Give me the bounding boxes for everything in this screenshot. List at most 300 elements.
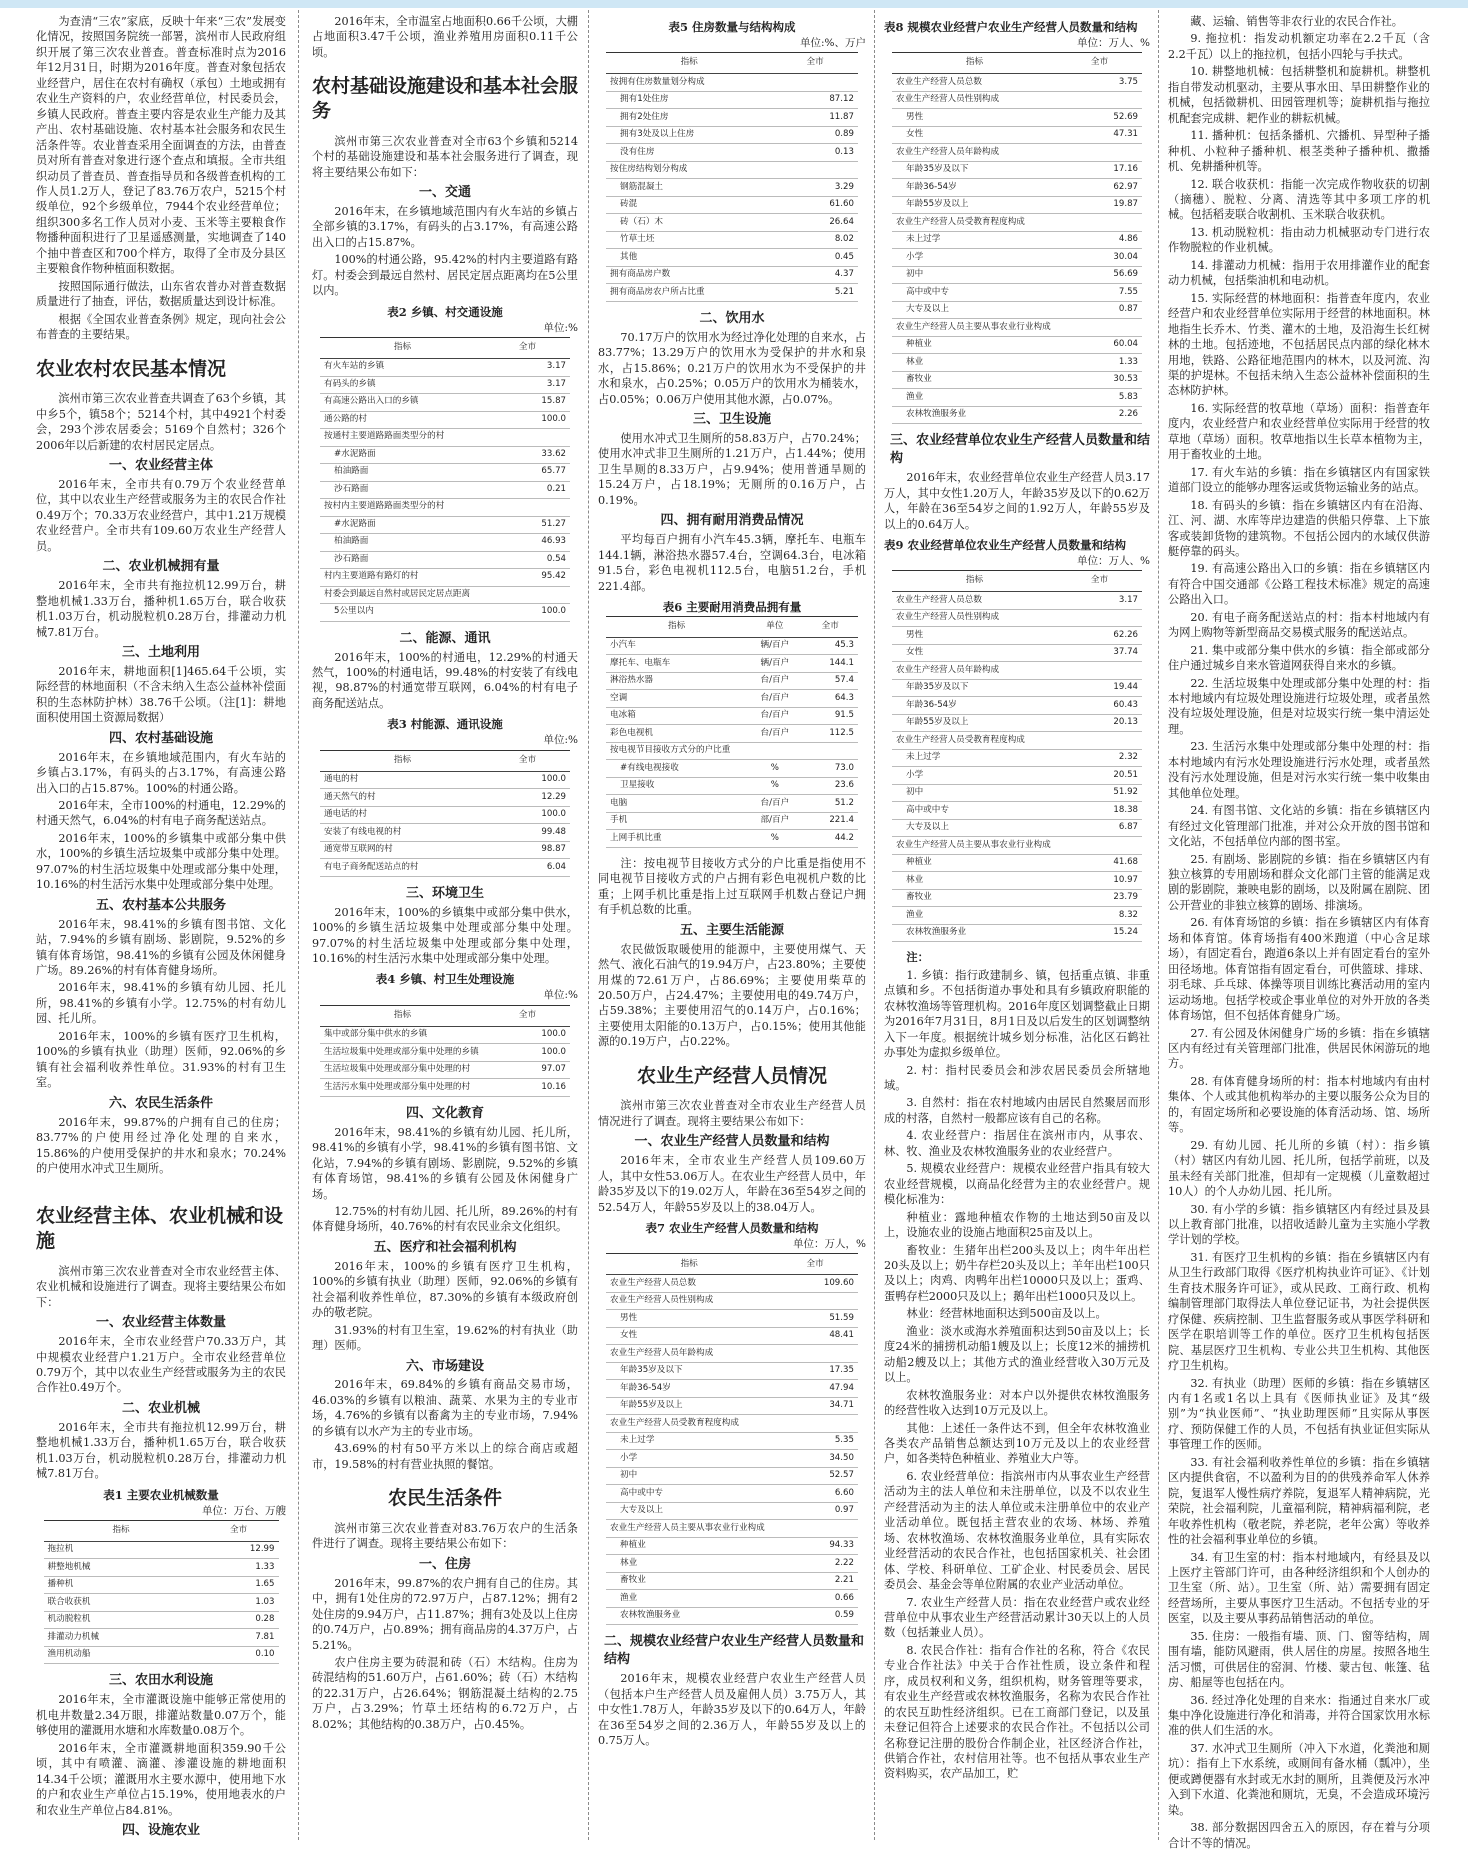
table-cell (1057, 144, 1142, 162)
table-header-cell: 全市 (772, 53, 858, 74)
table-cell: 村委会到最远自然村或居民定居点距离 (320, 586, 485, 604)
table-cell: 渔业 (892, 389, 1057, 407)
table-row (606, 179, 858, 197)
table-row (606, 760, 858, 778)
table-row (320, 771, 570, 789)
table-cell: 农林牧渔服务业 (892, 924, 1057, 942)
table-cell: 94.33 (772, 1537, 858, 1555)
table-row (892, 854, 1142, 872)
table-row (606, 109, 858, 127)
table-cell (1057, 214, 1142, 232)
table-cell: 23.79 (1057, 889, 1142, 907)
note-item: 26. 有体育场馆的乡镇：指在乡镇辖区内有体育场和体育馆。体育场指有400米跑道（中心含足球场），有固定看台，跑道6条以上并有固定看台的室外田径场地。体育馆指有固定看台，可供篮球、排球、羽毛球、乒乓球、体操等项目训练比赛活动用的室内运动场地。包括学校或企事业单位的对外开放的各类体育场馆，但不包括体育健身广场。 (1168, 916, 1430, 1023)
table-cell: 0.21 (485, 481, 570, 499)
table-cell: 100.0 (485, 1026, 570, 1044)
table-cell: 109.60 (772, 1275, 858, 1293)
table-cell: 0.66 (772, 1590, 858, 1608)
note-item: 35. 住房：一般指有墙、顶、门、窗等结构，周围有墙，能防风避雨，供人居住的房屋。按照各地生活习惯，可供居住的窑洞、竹楼、蒙古包、帐篷、毡房、船屋等也包括在内。 (1168, 1629, 1430, 1690)
table-row (320, 551, 570, 569)
table-row (320, 824, 570, 842)
table-cell: 年龄55岁及以上 (892, 196, 1057, 214)
table-header-cell: 单位 (747, 616, 802, 637)
table-caption: 表1 主要农业机械数量 (103, 1487, 219, 1502)
table-cell (1057, 837, 1142, 855)
note-item: 5. 规模农业经营户：规模农业经营户指具有较大农业经营规模，以商品化经营为主的农业经营户。规模化标准为： (884, 1162, 1150, 1207)
table-row (606, 1362, 858, 1380)
paragraph: 2016年末，98.41%的乡镇有幼儿园、托儿所，98.41%的乡镇有小学，98.41%的乡镇有图书馆、文化站，7.94%的乡镇有剧场、影剧院，9.52%的乡镇有体育场馆，98.41%的乡镇有公园及休闲健身广场。 (312, 1125, 578, 1201)
table-row (606, 1572, 858, 1590)
table-cell: 3.17 (485, 359, 570, 377)
table-cell: 30.04 (1057, 249, 1142, 267)
table-row (44, 1576, 279, 1594)
subsection-title: 三、农田水利设施 (108, 1673, 213, 1689)
table-cell: 98.87 (485, 841, 570, 859)
subsection-title: 一、农业经营主体 (108, 458, 213, 474)
subsection-title: 一、农业生产经营人员数量和结构 (634, 1134, 830, 1150)
paragraph: 31.93%的村有卫生室，19.62%的村有执业（助理）医师。 (312, 1323, 578, 1353)
table-cell: 7.55 (1057, 284, 1142, 302)
table-row (606, 795, 858, 813)
table-cell: 年龄55岁及以上 (606, 1397, 772, 1415)
table-cell: 按拥有住房数量划分构成 (606, 74, 772, 92)
table-cell: 34.71 (772, 1397, 858, 1415)
table-cell: 0.89 (772, 126, 858, 144)
note-item: 29. 有幼儿园、托儿所的乡镇（村）：指乡镇（村）辖区内有幼儿园、托儿所，包括学前班，以及虽未经有关部门批准，但却有一定规模（儿童数超过10人）的个人办幼儿园、托儿所。 (1168, 1138, 1430, 1199)
table-cell: 砖混 (606, 196, 772, 214)
table-cell: 农业生产经营人员年龄构成 (606, 1345, 772, 1363)
table-cell: 2.22 (772, 1555, 858, 1573)
paragraph: 滨州市第三次农业普查对全市63个乡镇和5214个村的基础设施建设和基本社会服务进行了调查，现将主要结果公布如下： (312, 134, 578, 179)
table-row (606, 161, 858, 179)
paragraph: 2016年末，在乡镇地域范围内有火车站的乡镇占全部乡镇的3.17%，有码头的占3.17%，有高速公路出入口的占15.87%。 (312, 205, 578, 249)
table-cell: 23.6 (803, 777, 858, 795)
table-cell: 林业 (606, 1555, 772, 1573)
table-cell: 农业生产经营人员性别构成 (606, 1292, 772, 1310)
table-header-cell: 指标 (606, 616, 747, 637)
table-6 (606, 616, 858, 848)
table-cell: 生活垃圾集中处理或部分集中处理的村 (320, 1061, 485, 1079)
table-row (320, 394, 570, 412)
note-item: 7. 农业生产经营人员：指在农业经营户或农业经营单位中从事农业生产经营活动累计30天以上的人员数（包括兼业人员）。 (884, 1595, 1150, 1640)
table-cell: 有火车站的乡镇 (320, 359, 485, 377)
table-cell: 62.26 (1057, 627, 1142, 645)
table-row (892, 406, 1142, 424)
table-row (606, 690, 858, 708)
note-item: 20. 有电子商务配送站点的村：指本村地域内有为网上购物等新型商品交易模式服务的配送站点。 (1168, 610, 1430, 640)
note-item: 4. 农业经营户：指居住在滨州市内，从事农、林、牧、渔业及农林牧渔服务业的农业经营户。 (884, 1129, 1150, 1158)
table-cell: 4.37 (772, 266, 858, 284)
table-unit: 单位:%、万户 (799, 36, 866, 49)
table-cell: 台/百户 (747, 707, 802, 725)
table-cell: 初中 (606, 1467, 772, 1485)
table-row (892, 389, 1142, 407)
table-cell: 初中 (892, 266, 1057, 284)
table-row (606, 742, 858, 760)
section-title: 农业农村农民基本情况 (36, 357, 227, 380)
table-row (892, 179, 1142, 197)
subsection-title: 一、交通 (418, 185, 471, 201)
column-2 (312, 14, 578, 1836)
table-caption: 表7 农业生产经营人员数量和结构 (645, 1221, 819, 1236)
table-row (44, 1611, 279, 1629)
table-cell: 农业生产经营人员性别构成 (892, 91, 1057, 109)
table-cell: % (747, 777, 802, 795)
table-row (892, 91, 1142, 109)
table-cell: 台/百户 (747, 725, 802, 743)
table-row (44, 1559, 279, 1577)
column-divider (588, 10, 589, 1840)
table-cell: 没有住房 (606, 144, 772, 162)
table-row (44, 1646, 279, 1664)
table-header-cell: 指标 (606, 53, 772, 74)
note-item: 12. 联合收获机：指能一次完成作物收获的切割（摘穗）、脱粒、分离、清选等其中多项工序的机械。包括稻麦联合收割机、玉米联合收获机。 (1168, 177, 1430, 222)
table-cell: 2.21 (772, 1572, 858, 1590)
table-row (606, 1292, 858, 1310)
table-cell (772, 1292, 858, 1310)
table-row (606, 284, 858, 302)
table-cell: 1.65 (199, 1576, 279, 1594)
table-cell: 8.02 (772, 231, 858, 249)
table-cell: 44.2 (803, 830, 858, 848)
table-unit: 单位：万人、% (1077, 36, 1150, 49)
paragraph: 滨州市第三次农业普查对83.76万农户的生活条件进行了调查。现将主要结果公布如下： (312, 1521, 578, 1551)
subsection-title: 三、土地利用 (121, 644, 200, 660)
table-cell: 60.43 (1057, 697, 1142, 715)
table-cell: 0.45 (772, 249, 858, 267)
table-cell: #水泥路面 (320, 516, 485, 534)
table-cell: 年龄35岁及以下 (892, 161, 1057, 179)
table-cell: 6.04 (485, 859, 570, 877)
table-cell: 60.04 (1057, 336, 1142, 354)
paragraph: 2016年末，全市灌溉耕地面积359.90千公顷，其中有喷灌、滴灌、渗灌设施的耕地面积14.34千公顷；灌溉用水主要水源中，使用地下水的户和农业生产单位占15.19%，使用地表水的户和农业生产单位占84.81%。 (36, 1741, 286, 1817)
note-item: 藏、运输、销售等非农行业的农民合作社。 (1190, 15, 1403, 28)
table-cell: 通宽带互联网的村 (320, 841, 485, 859)
table-cell: 农业生产经营人员年龄构成 (892, 144, 1057, 162)
table-row (606, 1485, 858, 1503)
table-cell: 电冰箱 (606, 707, 747, 725)
table-cell: 19.87 (1057, 196, 1142, 214)
table-cell: 61.60 (772, 196, 858, 214)
table-row (892, 679, 1142, 697)
table-cell: 3.17 (485, 376, 570, 394)
table-cell: #有线电视接收 (606, 760, 747, 778)
table-cell: 种植业 (892, 854, 1057, 872)
table-cell: 100.0 (485, 411, 570, 429)
table-cell: 按电视节目接收方式分的户比重 (606, 742, 747, 760)
table-row (606, 830, 858, 848)
table-cell: 3.29 (772, 179, 858, 197)
table-cell: 农业生产经营人员主要从事农业行业构成 (892, 837, 1057, 855)
table-row (606, 1397, 858, 1415)
table-cell: 17.16 (1057, 161, 1142, 179)
table-cell: 耕整地机械 (44, 1559, 199, 1577)
paragraph: 农户住房主要为砖混和砖（石）木结构。住房为砖混结构的51.60万户，占61.60%；砖（石）木结构的22.31万户，占26.64%；钢筋混凝土结构的2.75万户，占3.29%；竹草土坯结构的6.72万户，占8.02%；其他结构的0.38万户，占0.45%。 (312, 1656, 578, 1731)
table-row (44, 1594, 279, 1612)
table-note: 注：按电视节目接收方式分的户比重是指使用不同电视节目接收方式的户占拥有彩色电视机户数的比重；上网手机比重是指上过互联网手机数占登记户拥有手机总数的比重。 (598, 856, 866, 917)
table-cell: 畜牧业 (892, 371, 1057, 389)
table-cell: 大专及以上 (892, 819, 1057, 837)
table-cell: 拥有商品房农户所占比重 (606, 284, 772, 302)
table-header-cell: 指标 (44, 1520, 199, 1541)
table-cell: 51.27 (485, 516, 570, 534)
table-cell: 小学 (606, 1450, 772, 1468)
note-item: 11. 播种机：包括条播机、穴播机、异型种子播种机、小粒种子播种机、根茎类种子播种机、撒播机、免耕播种机等。 (1168, 129, 1430, 174)
table-cell: 57.4 (803, 672, 858, 690)
subsection-title: 一、农业经营主体数量 (95, 1315, 226, 1331)
table-cell: 100.0 (485, 771, 570, 789)
section-title: 农民生活条件 (387, 1487, 502, 1510)
table-cell: 淋浴热水器 (606, 672, 747, 690)
paragraph: 滨州市第三次农业普查对全市农业生产经营人员情况进行了调查。现将主要结果公布如下： (598, 1099, 866, 1128)
table-5 (606, 52, 858, 302)
paragraph: 2016年末，69.84%的乡镇有商品交易市场，46.03%的乡镇有以粮油、蔬菜、水果为主的专业市场，4.76%的乡镇有以畜禽为主的专业市场，7.94%的乡镇有以水产为主的专业市场。 (312, 1378, 578, 1438)
paragraph: 2016年末，99.87%的农户拥有自己的住房。其中，拥有1处住房的72.97万户，占87.12%；拥有2处住房的9.94万户，占11.87%；拥有3处及以上住房的0.74万户，占0.89%；拥有商品房的4.37万户，占5.21%。 (312, 1576, 578, 1652)
subsection-title: 三、卫生设施 (692, 412, 771, 428)
table-header-cell: 指标 (320, 750, 485, 771)
table-cell: 0.87 (1057, 301, 1142, 319)
table-cell: 47.31 (1057, 126, 1142, 144)
table-cell: 3.17 (1057, 592, 1142, 610)
table-cell: 播种机 (44, 1576, 199, 1594)
paragraph: 2016年末，耕地面积[1]465.64千公顷，实际经营的林地面积（不含未纳入生态公益林补偿面积的生态林防护林）38.76千公顷。（注[1]：耕地面积使用国土资源局数据） (36, 664, 286, 725)
note-item: 2. 村：指村民委员会和涉农居民委员会所辖地域。 (884, 1063, 1150, 1092)
table-unit: 单位:% (543, 989, 578, 1002)
subsection-title: 一、住房 (418, 1556, 471, 1572)
table-unit: 单位：万人、% (1077, 554, 1150, 567)
table-header-cell: 指标 (606, 1254, 772, 1275)
paragraph: 2016年末，规模农业经营户农业生产经营人员（包括本户生产经营人员及雇佣人员）3.75万人，其中女性1.78万人，年龄35岁及以下的0.64万人，年龄在36至54岁之间的2.36万人，年龄55岁及以上的0.75万人。 (598, 1672, 866, 1748)
table-cell: 彩色电视机 (606, 725, 747, 743)
paragraph: 2016年末，100%的村通电，12.29%的村通天然气，100%的村通电话，99.48%的村安装了有线电视，98.87%的村通宽带互联网，6.04%的村有电子商务配送站点。 (312, 650, 578, 710)
table-cell: 年龄36-54岁 (892, 697, 1057, 715)
table-cell: 51.2 (803, 795, 858, 813)
table-row (892, 609, 1142, 627)
table-cell: 99.48 (485, 824, 570, 842)
paragraph: 2016年末，100%的乡镇有医疗卫生机构，100%的乡镇有执业（助理）医师，92.06%的乡镇有社会福利收养性单位，87.30%的乡镇有本级政府创办的敬老院。 (312, 1259, 578, 1320)
table-cell: 100.0 (485, 806, 570, 824)
table-row (892, 872, 1142, 890)
paragraph: 2016年末，100%的乡镇集中或部分集中供水，100%的乡镇生活垃圾集中处理或部分集中处理。97.07%的村生活垃圾集中处理或部分集中处理，10.16%的村生活污水集中处理或部分集中处理。 (312, 905, 578, 965)
table-row (606, 1345, 858, 1363)
table-row (892, 732, 1142, 750)
paragraph: 43.69%的村有50平方米以上的综合商店或超市，19.58%的村有营业执照的餐馆。 (312, 1442, 578, 1471)
table-cell: 未上过学 (606, 1432, 772, 1450)
table-cell: 农业生产经营人员总数 (606, 1275, 772, 1293)
paragraph: 平均每百户拥有小汽车45.3辆，摩托车、电瓶车144.1辆，淋浴热水器57.4台，空调64.3台，电冰箱91.5台，彩色电视机112.5台，电脑51.2台，手机221.4部。 (598, 533, 866, 593)
table-row (892, 354, 1142, 372)
table-cell: 按住房结构划分构成 (606, 161, 772, 179)
table-cell: 安装了有线电视的村 (320, 824, 485, 842)
table-row (892, 749, 1142, 767)
table-row (892, 819, 1142, 837)
table-cell: 台/百户 (747, 672, 802, 690)
table-cell: 村内主要道路有路灯的村 (320, 569, 485, 587)
table-cell: 0.10 (199, 1646, 279, 1664)
table-row (606, 1327, 858, 1345)
table-cell: 6.60 (772, 1485, 858, 1503)
table-9 (892, 570, 1142, 942)
top-color-band (0, 0, 1468, 8)
table-row (606, 777, 858, 795)
table-cell: 农业生产经营人员主要从事农业行业构成 (606, 1520, 772, 1538)
table-cell: 64.3 (803, 690, 858, 708)
note-item: 33. 有社会福利收养性单位的乡镇：指在乡镇辖区内提供食宿，不以盈利为目的的供残养命军人休养院，复退军人慢性病疗养院，复退军人精神病院，光荣院，社会福利院，儿童福利院，精神病福利院，老年收养性机构（敬老院，养老院，老年公寓）等收养性的社会福利事业单位的乡镇。 (1168, 1455, 1430, 1547)
table-cell: 5.35 (772, 1432, 858, 1450)
table-8 (892, 52, 1142, 424)
paragraph: 2016年末，99.87%的户拥有自己的住房；83.77%的户使用经过净化处理的自来水，15.86%的户使用受保护的井水和泉水；70.24%的户使用水冲式卫生厕所。 (36, 1115, 286, 1175)
table-cell: 农业生产经营人员受教育程度构成 (606, 1415, 772, 1433)
note-item: 畜牧业：生猪年出栏200头及以上；肉牛年出栏20头及以上；奶牛存栏20头及以上；羊年出栏100只及以上；肉鸡、肉鸭年出栏10000只及以上；蛋鸡、蛋鸭存栏2000只及以上；鹅年出栏1000只及以上。 (884, 1243, 1150, 1303)
subsection-title: 三、农业经营单位农业生产经营人员数量和结构 (890, 433, 1151, 467)
note-item: 农林牧渔服务业：对本户以外提供农林牧渔服务的经营性收入达到10万元及以上。 (884, 1388, 1150, 1418)
table-cell: 摩托车、电瓶车 (606, 655, 747, 673)
table-cell: 林业 (892, 872, 1057, 890)
table-cell: 0.28 (199, 1611, 279, 1629)
table-cell: 男性 (606, 1310, 772, 1328)
table-row (606, 231, 858, 249)
note-item: 16. 实际经营的牧草地（草场）面积：指普查年度内，农业经营户和农业经营单位实际用于经营的牧草地（草场）面积。牧草地指以生长草本植物为主，用于畜牧业的土地。 (1168, 401, 1430, 462)
table-cell: 有高速公路出入口的乡镇 (320, 394, 485, 412)
table-row (606, 1502, 858, 1520)
table-header-cell: 全市 (772, 1254, 858, 1275)
table-row (606, 1467, 858, 1485)
table-cell (772, 1345, 858, 1363)
table-row (892, 837, 1142, 855)
note-item: 17. 有火车站的乡镇：指在乡镇辖区内有国家铁道部门设立的能够办理客运或货物运输业务的站点。 (1168, 465, 1430, 495)
table-cell: 45.3 (803, 637, 858, 655)
table-cell: 小汽车 (606, 637, 747, 655)
table-cell: 5.83 (1057, 389, 1142, 407)
table-cell: 渔用机动船 (44, 1646, 199, 1664)
table-cell (747, 742, 802, 760)
section-title: 农村基础设施建设和基本社会服务 (312, 75, 579, 123)
table-cell: 52.69 (1057, 109, 1142, 127)
table-caption: 表6 主要耐用消费品拥有量 (662, 600, 802, 614)
table-cell: 7.81 (199, 1629, 279, 1647)
table-cell: 87.12 (772, 91, 858, 109)
table-cell: 排灌动力机械 (44, 1629, 199, 1647)
table-cell: 12.99 (199, 1541, 279, 1559)
table-cell: 辆/百户 (747, 637, 802, 655)
table-cell: 221.4 (803, 812, 858, 830)
subsection-title: 五、农村基本公共服务 (95, 897, 226, 913)
note-item: 渔业：淡水或海水养殖面积达到50亩及以上；长度24米的捕捞机动船1艘及以上；长度12米的捕捞机动船2艘及以上；其他方式的渔业经营收入30万元及以上。 (884, 1324, 1150, 1385)
table-cell: 20.51 (1057, 767, 1142, 785)
table-row (892, 924, 1142, 942)
table-row (892, 249, 1142, 267)
table-cell: 1.03 (199, 1594, 279, 1612)
table-row (606, 74, 858, 92)
table-row (320, 586, 570, 604)
table-cell: 农业生产经营人员受教育程度构成 (892, 732, 1057, 750)
table-cell: 97.07 (485, 1061, 570, 1079)
table-cell: 51.92 (1057, 784, 1142, 802)
table-cell: 年龄36-54岁 (606, 1380, 772, 1398)
table-cell (485, 586, 570, 604)
paragraph: 2016年末，全市100%的村通电，12.29%的村通天然气，6.04%的村有电子商务配送站点。 (36, 799, 286, 828)
table-row (892, 767, 1142, 785)
table-cell: 1.33 (1057, 354, 1142, 372)
table-cell: 6.87 (1057, 819, 1142, 837)
table-cell: 农业生产经营人员总数 (892, 592, 1057, 610)
table-cell: 通电话的村 (320, 806, 485, 824)
note-item: 13. 机动脱粒机：指由动力机械驱动专门进行农作物脱粒的作业机械。 (1168, 225, 1430, 255)
table-cell: 生活污水集中处理或部分集中处理的村 (320, 1079, 485, 1097)
table-cell: 100.0 (485, 604, 570, 622)
table-cell: 机动脱粒机 (44, 1611, 199, 1629)
table-cell: 34.50 (772, 1450, 858, 1468)
paragraph: 2016年末，农业经营单位农业生产经营人员3.17万人，其中女性1.20万人，年龄35岁及以下的0.62万人，年龄在36至54岁之间的1.92万人，年龄55岁及以上的0.64万人。 (884, 471, 1150, 531)
table-cell: 未上过学 (892, 231, 1057, 249)
table-cell: 51.59 (772, 1310, 858, 1328)
table-row (892, 644, 1142, 662)
table-cell: 73.0 (803, 760, 858, 778)
table-cell (1057, 319, 1142, 337)
table-cell: 小学 (892, 249, 1057, 267)
column-3 (598, 14, 866, 1836)
subsection-title: 二、规模农业经营户农业生产经营人员数量和结构 (604, 1634, 865, 1668)
table-cell: 柏油路面 (320, 464, 485, 482)
table-cell: 台/百户 (747, 795, 802, 813)
table-row (892, 336, 1142, 354)
table-row (892, 319, 1142, 337)
note-item: 其他：上述任一条件达不到，但全年农林牧渔业各类农产品销售总额达到10万元及以上的农业经营户，如各类特色种植业、养殖业大户等。 (884, 1421, 1150, 1466)
column-1 (36, 14, 286, 1839)
table-cell: 10.97 (1057, 872, 1142, 890)
paragraph: 滨州市第三次农业普查对全市农业经营主体、农业机械和设施进行了调查。现将主要结果公布如下： (36, 1264, 286, 1309)
table-cell: 通电的村 (320, 771, 485, 789)
section-title: 农业经营主体、农业机械和设施 (36, 1205, 284, 1253)
table-cell: 女性 (892, 126, 1057, 144)
table-row (320, 604, 570, 622)
table-cell: 有电子商务配送站点的村 (320, 859, 485, 877)
table-cell: 种植业 (606, 1537, 772, 1555)
table-cell: 33.62 (485, 446, 570, 464)
table-caption: 表9 农业经营单位农业生产经营人员数量和结构 (884, 538, 1127, 553)
table-row (606, 655, 858, 673)
table-row (606, 1275, 858, 1293)
table-cell: 辆/百户 (747, 655, 802, 673)
table-row (606, 707, 858, 725)
table-row (320, 499, 570, 517)
table-row (892, 161, 1142, 179)
table-cell: 农林牧渔服务业 (892, 406, 1057, 424)
table-cell (772, 1520, 858, 1538)
subsection-title: 四、农村基础设施 (108, 730, 213, 746)
table-cell: 有码头的乡镇 (320, 376, 485, 394)
table-row (892, 74, 1142, 92)
table-row (892, 266, 1142, 284)
note-item: 24. 有图书馆、文化站的乡镇：指在乡镇辖区内有经过文化管理部门批准，并对公众开放的图书馆和文化站，不包括单位内部的图书室。 (1168, 804, 1430, 849)
paragraph: 2016年末，全市共有拖拉机12.99万台，耕整地机械1.33万台，播种机1.65万台，联合收获机1.03万台，机动脱粒机0.28万台，排灌动力机械7.81万台。 (36, 1420, 286, 1481)
table-cell: 高中或中专 (892, 802, 1057, 820)
table-row (320, 1061, 570, 1079)
table-row (44, 1629, 279, 1647)
table-unit: 单位：万台、万艘 (202, 1504, 286, 1517)
table-header-cell: 全市 (485, 750, 570, 771)
table-cell (803, 742, 858, 760)
table-row (892, 284, 1142, 302)
table-cell: 年龄55岁及以上 (892, 714, 1057, 732)
table-cell: 女性 (892, 644, 1057, 662)
table-row (606, 1415, 858, 1433)
table-unit: 单位：万人，% (793, 1237, 866, 1250)
paragraph: 为查清“三农”家底，反映十年来“三农”发展变化情况，按照国务院统一部署，滨州市人民政府组织开展了第三次农业普查。普查标准时点为2016年12月31日，时期为2016年度。普查对象包括农业经营户，居住在农村有确权（承包）土地或拥有农业生产资料的户，农业经营单位，村民委员会，乡镇人民政府。普查主要内容是农业生产能力及其产出、农村基础设施、农村基本社会服务和农民生活条件等。农业普查采用全面调查的方法，由普查员对所有普查对象进行逐个查点和填报。全市共组织动员了普查员、普查指导员和各级普查机构的工作人员1.2万人，登记了83.76万农户，5215个村级单位，92个乡级单位，7944个农业经营单位；组织300多名工作人员对小麦、玉米等主要粮食作物播种面积进行了卫星遥感测量，实地调查了140个抽中普查区和700个样方，取得了全市及分县区主要粮食作物种植面积数据。 (36, 15, 286, 276)
table-row (892, 802, 1142, 820)
table-row (320, 859, 570, 877)
table-cell: 按村内主要道路路面类型分的村 (320, 499, 485, 517)
table-cell (772, 161, 858, 179)
